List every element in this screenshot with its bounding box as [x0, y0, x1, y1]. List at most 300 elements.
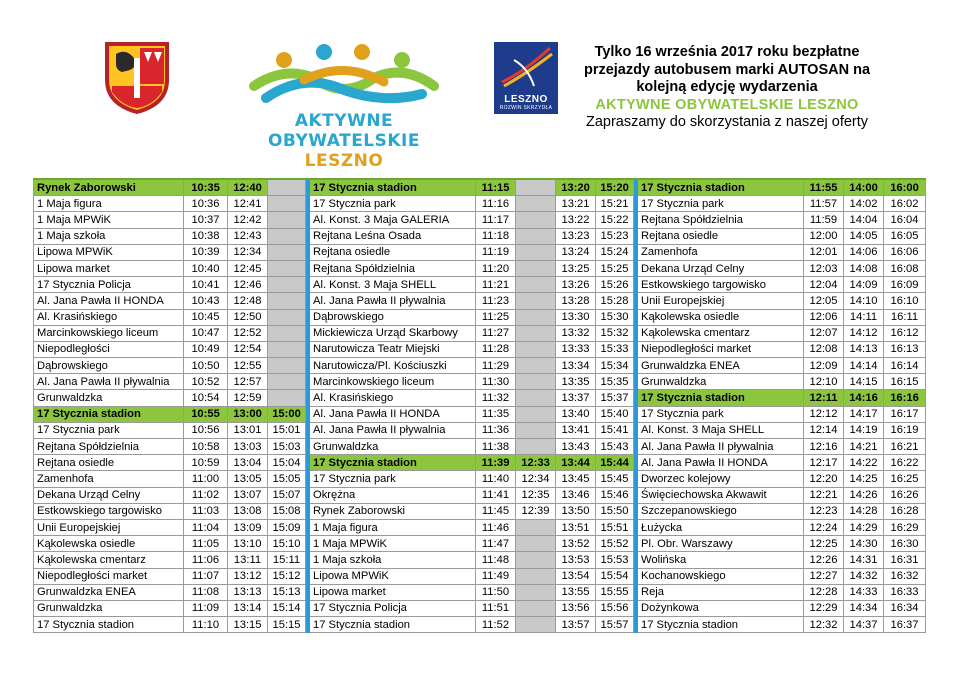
departure-time: 15:32 [596, 325, 634, 341]
departure-time: 12:09 [804, 358, 844, 374]
departure-time: 11:59 [804, 212, 844, 228]
departure-time: 14:22 [844, 455, 884, 471]
stop-name: Dworzec kolejowy [638, 471, 804, 487]
departure-time: 11:50 [476, 584, 516, 600]
stop-name: Unii Europejskiej [638, 293, 804, 309]
departure-time: 12:46 [228, 277, 268, 293]
departure-time: 11:36 [476, 422, 516, 438]
stop-name: Rejtana Spółdzielnia [310, 260, 476, 276]
departure-time: 13:09 [228, 519, 268, 535]
departure-time: 12:34 [228, 244, 268, 260]
departure-time: 14:17 [844, 406, 884, 422]
departure-time [516, 196, 556, 212]
departure-time: 14:14 [844, 358, 884, 374]
departure-time: 15:03 [268, 439, 306, 455]
stop-name: Zamenhofa [34, 471, 184, 487]
departure-time: 13:50 [556, 503, 596, 519]
departure-time: 12:06 [804, 309, 844, 325]
departure-time: 15:26 [596, 277, 634, 293]
departure-time: 11:55 [804, 179, 844, 196]
departure-time [516, 390, 556, 406]
departure-time: 15:11 [268, 552, 306, 568]
stop-name: Al. Konst. 3 Maja SHELL [310, 277, 476, 293]
departure-time: 11:29 [476, 358, 516, 374]
timetable-row [34, 600, 926, 616]
departure-time: 13:44 [556, 455, 596, 471]
stop-name: 1 Maja szkoła [310, 552, 476, 568]
timetable-row [34, 422, 926, 438]
departure-time: 16:00 [884, 179, 926, 196]
departure-time: 11:52 [476, 617, 516, 633]
departure-time: 13:04 [228, 455, 268, 471]
departure-time: 11:48 [476, 552, 516, 568]
stop-name: Al. Jana Pawła II pływalnia [310, 293, 476, 309]
departure-time: 11:47 [476, 536, 516, 552]
stop-name: 17 Stycznia Policja [34, 277, 184, 293]
stop-name: Al. Jana Pawła II HONDA [34, 293, 184, 309]
departure-time: 12:11 [804, 390, 844, 406]
departure-time: 16:11 [884, 309, 926, 325]
stop-name: Dożynkowa [638, 600, 804, 616]
stop-name: 1 Maja figura [310, 519, 476, 535]
departure-time: 11:07 [184, 568, 228, 584]
departure-time [268, 244, 306, 260]
departure-time [516, 358, 556, 374]
stop-name: 17 Stycznia stadion [34, 617, 184, 633]
departure-time: 12:59 [228, 390, 268, 406]
departure-time: 10:59 [184, 455, 228, 471]
departure-time: 15:00 [268, 406, 306, 422]
departure-time: 13:54 [556, 568, 596, 584]
logo-text-line3: LESZNO [304, 151, 384, 171]
departure-time: 16:25 [884, 471, 926, 487]
departure-time: 11:23 [476, 293, 516, 309]
departure-time: 12:45 [228, 260, 268, 276]
stop-name: Dąbrowskiego [310, 309, 476, 325]
departure-time [516, 600, 556, 616]
departure-time: 13:40 [556, 406, 596, 422]
stop-name: Niepodległości market [638, 341, 804, 357]
stop-name: Rejtana Spółdzielnia [638, 212, 804, 228]
departure-time: 12:41 [228, 196, 268, 212]
timetable-row [34, 439, 926, 455]
stop-name: 17 Stycznia park [310, 196, 476, 212]
departure-time: 14:37 [844, 617, 884, 633]
departure-time: 11:06 [184, 552, 228, 568]
departure-time [516, 406, 556, 422]
stop-name: Rejtana osiedle [34, 455, 184, 471]
stop-name: 1 Maja MPWiK [310, 536, 476, 552]
departure-time: 16:06 [884, 244, 926, 260]
departure-time: 11:03 [184, 503, 228, 519]
departure-time: 16:10 [884, 293, 926, 309]
stop-name: Estkowskiego targowisko [638, 277, 804, 293]
departure-time: 13:00 [228, 406, 268, 422]
departure-time: 13:33 [556, 341, 596, 357]
departure-time: 13:10 [228, 536, 268, 552]
departure-time: 14:31 [844, 552, 884, 568]
departure-time: 16:17 [884, 406, 926, 422]
departure-time: 13:25 [556, 260, 596, 276]
bus-timetable [33, 178, 926, 633]
departure-time: 10:43 [184, 293, 228, 309]
departure-time: 15:25 [596, 260, 634, 276]
departure-time: 15:57 [596, 617, 634, 633]
departure-time: 15:08 [268, 503, 306, 519]
departure-time: 12:35 [516, 487, 556, 503]
timetable-row [34, 455, 926, 471]
departure-time: 12:52 [228, 325, 268, 341]
departure-time: 13:28 [556, 293, 596, 309]
departure-time [516, 439, 556, 455]
departure-time: 12:32 [804, 617, 844, 633]
departure-time: 11:51 [476, 600, 516, 616]
departure-time: 14:04 [844, 212, 884, 228]
departure-time [268, 196, 306, 212]
stop-name: 17 Stycznia stadion [638, 617, 804, 633]
departure-time: 13:12 [228, 568, 268, 584]
departure-time: 13:56 [556, 600, 596, 616]
stop-name: Dekana Urząd Celny [638, 260, 804, 276]
stop-name: Al. Krasińskiego [34, 309, 184, 325]
timetable-row [34, 179, 926, 196]
departure-time [516, 293, 556, 309]
departure-time: 16:13 [884, 341, 926, 357]
stop-name: Łużycka [638, 519, 804, 535]
departure-time: 12:23 [804, 503, 844, 519]
departure-time [516, 212, 556, 228]
stop-name: 1 Maja figura [34, 196, 184, 212]
departure-time [516, 341, 556, 357]
stop-name: Grunwaldzka ENEA [34, 584, 184, 600]
departure-time: 14:33 [844, 584, 884, 600]
stop-name: Rejtana osiedle [638, 228, 804, 244]
departure-time: 14:10 [844, 293, 884, 309]
timetable-row [34, 471, 926, 487]
departure-time: 10:37 [184, 212, 228, 228]
stop-name: Kąkolewska osiedle [638, 309, 804, 325]
departure-time: 11:39 [476, 455, 516, 471]
departure-time: 14:28 [844, 503, 884, 519]
departure-time: 11:17 [476, 212, 516, 228]
departure-time: 12:16 [804, 439, 844, 455]
departure-time: 13:03 [228, 439, 268, 455]
announcement-line-1: Tylko 16 września 2017 roku bezpłatne [594, 44, 860, 60]
stop-name: 17 Stycznia park [310, 471, 476, 487]
departure-time: 12:33 [516, 455, 556, 471]
departure-time: 11:45 [476, 503, 516, 519]
timetable-row [34, 293, 926, 309]
departure-time: 16:29 [884, 519, 926, 535]
departure-time [516, 228, 556, 244]
logo-text-line2: OBYWATELSKIE [267, 131, 420, 151]
departure-time [268, 179, 306, 196]
departure-time: 13:22 [556, 212, 596, 228]
departure-time [516, 552, 556, 568]
stop-name: Al. Konst. 3 Maja SHELL [638, 422, 804, 438]
stop-name: Grunwaldzka [638, 374, 804, 390]
leszno-tagline: ROZWIN SKRZYDŁA [499, 105, 553, 111]
departure-time: 16:12 [884, 325, 926, 341]
departure-time: 10:47 [184, 325, 228, 341]
timetable-row [34, 584, 926, 600]
departure-time: 14:15 [844, 374, 884, 390]
stop-name: Rejtana Leśna Osada [310, 228, 476, 244]
departure-time: 15:44 [596, 455, 634, 471]
departure-time: 11:04 [184, 519, 228, 535]
departure-time: 15:28 [596, 293, 634, 309]
invitation-line: Zapraszamy do skorzystania z naszej oferty [585, 114, 869, 130]
logo-text-line1: AKTYWNE [294, 111, 394, 131]
departure-time: 15:34 [596, 358, 634, 374]
departure-time: 16:02 [884, 196, 926, 212]
departure-time: 15:30 [596, 309, 634, 325]
stop-name: Al. Konst. 3 Maja GALERIA [310, 212, 476, 228]
stop-name: Narutowicza/Pl. Kościuszki [310, 358, 476, 374]
departure-time: 15:35 [596, 374, 634, 390]
departure-time: 10:52 [184, 374, 228, 390]
departure-time: 11:16 [476, 196, 516, 212]
stop-name: Niepodległości [34, 341, 184, 357]
departure-time: 15:40 [596, 406, 634, 422]
departure-time: 16:32 [884, 568, 926, 584]
departure-time: 15:21 [596, 196, 634, 212]
timetable-row [34, 228, 926, 244]
departure-time: 15:46 [596, 487, 634, 503]
departure-time: 16:21 [884, 439, 926, 455]
wings-icon [494, 42, 558, 92]
timetable-row [34, 568, 926, 584]
departure-time: 15:43 [596, 439, 634, 455]
departure-time: 13:57 [556, 617, 596, 633]
stop-name: 17 Stycznia Policja [310, 600, 476, 616]
departure-time: 15:37 [596, 390, 634, 406]
stop-name: Mickiewicza Urząd Skarbowy [310, 325, 476, 341]
departure-time: 12:34 [516, 471, 556, 487]
stop-name: 17 Stycznia park [638, 406, 804, 422]
departure-time: 15:51 [596, 519, 634, 535]
departure-time [516, 260, 556, 276]
timetable-row [34, 196, 926, 212]
timetable-row [34, 617, 926, 633]
departure-time: 14:29 [844, 519, 884, 535]
departure-time: 15:33 [596, 341, 634, 357]
stop-name: Dąbrowskiego [34, 358, 184, 374]
departure-time: 13:53 [556, 552, 596, 568]
departure-time: 12:04 [804, 277, 844, 293]
departure-time: 12:08 [804, 341, 844, 357]
departure-time: 15:53 [596, 552, 634, 568]
departure-time: 14:21 [844, 439, 884, 455]
timetable-row [34, 519, 926, 535]
departure-time [516, 536, 556, 552]
departure-time: 12:55 [228, 358, 268, 374]
departure-time [516, 584, 556, 600]
departure-time [516, 277, 556, 293]
stop-name: Zamenhofa [638, 244, 804, 260]
departure-time: 11:41 [476, 487, 516, 503]
departure-time: 13:05 [228, 471, 268, 487]
stop-name: 17 Stycznia park [638, 196, 804, 212]
stop-name: Grunwaldzka [34, 600, 184, 616]
departure-time: 12:12 [804, 406, 844, 422]
departure-time: 10:38 [184, 228, 228, 244]
departure-time: 11:30 [476, 374, 516, 390]
departure-time: 15:55 [596, 584, 634, 600]
timetable-row [34, 487, 926, 503]
departure-time: 15:13 [268, 584, 306, 600]
departure-time: 16:08 [884, 260, 926, 276]
people-figures-icon [244, 42, 444, 112]
departure-time: 12:48 [228, 293, 268, 309]
stop-name: Wolińska [638, 552, 804, 568]
departure-time: 12:05 [804, 293, 844, 309]
departure-time: 14:34 [844, 600, 884, 616]
departure-time: 10:35 [184, 179, 228, 196]
timetable-row [34, 325, 926, 341]
departure-time: 13:51 [556, 519, 596, 535]
departure-time [268, 293, 306, 309]
departure-time: 15:45 [596, 471, 634, 487]
timetable-row [34, 503, 926, 519]
stop-name: 17 Stycznia stadion [638, 179, 804, 196]
departure-time: 10:41 [184, 277, 228, 293]
departure-time: 13:30 [556, 309, 596, 325]
departure-time: 16:16 [884, 390, 926, 406]
departure-time: 13:45 [556, 471, 596, 487]
departure-time: 14:30 [844, 536, 884, 552]
departure-time: 12:03 [804, 260, 844, 276]
stop-name: Estkowskiego targowisko [34, 503, 184, 519]
departure-time: 10:54 [184, 390, 228, 406]
departure-time: 15:24 [596, 244, 634, 260]
departure-time: 15:20 [596, 179, 634, 196]
stop-name: Al. Krasińskiego [310, 390, 476, 406]
departure-time: 12:26 [804, 552, 844, 568]
timetable-row [34, 358, 926, 374]
departure-time [268, 277, 306, 293]
departure-time: 10:45 [184, 309, 228, 325]
departure-time: 14:09 [844, 277, 884, 293]
leszno-wordmark: LESZNO [504, 94, 548, 105]
stop-name: Kochanowskiego [638, 568, 804, 584]
stop-name: Al. Jana Pawła II HONDA [310, 406, 476, 422]
departure-time: 14:13 [844, 341, 884, 357]
departure-time: 13:41 [556, 422, 596, 438]
departure-time: 16:26 [884, 487, 926, 503]
departure-time: 13:46 [556, 487, 596, 503]
departure-time [516, 325, 556, 341]
timetable-row [34, 260, 926, 276]
stop-name: 1 Maja MPWiK [34, 212, 184, 228]
departure-time: 16:34 [884, 600, 926, 616]
stop-name: 17 Stycznia stadion [310, 617, 476, 633]
departure-time: 14:08 [844, 260, 884, 276]
departure-time: 11:28 [476, 341, 516, 357]
departure-time: 11:40 [476, 471, 516, 487]
departure-time: 10:58 [184, 439, 228, 455]
departure-time: 10:49 [184, 341, 228, 357]
departure-time: 15:41 [596, 422, 634, 438]
departure-time: 13:32 [556, 325, 596, 341]
departure-time: 16:04 [884, 212, 926, 228]
departure-time: 11:19 [476, 244, 516, 260]
stop-name: Al. Jana Pawła II pływalnia [638, 439, 804, 455]
announcement-line-2: przejazdy autobusem marki AUTOSAN na [583, 61, 871, 78]
departure-time: 12:01 [804, 244, 844, 260]
departure-time: 11:09 [184, 600, 228, 616]
departure-time: 12:42 [228, 212, 268, 228]
departure-time: 11:21 [476, 277, 516, 293]
departure-time: 13:52 [556, 536, 596, 552]
departure-time: 11:15 [476, 179, 516, 196]
stop-name: 17 Stycznia stadion [638, 390, 804, 406]
stop-name: Reja [638, 584, 804, 600]
departure-time: 12:20 [804, 471, 844, 487]
timetable-row [34, 552, 926, 568]
departure-time: 14:12 [844, 325, 884, 341]
stop-name: Grunwaldzka [34, 390, 184, 406]
departure-time: 13:55 [556, 584, 596, 600]
departure-time: 15:01 [268, 422, 306, 438]
timetable-row [34, 341, 926, 357]
departure-time: 14:25 [844, 471, 884, 487]
departure-time: 13:08 [228, 503, 268, 519]
timetable-row [34, 374, 926, 390]
departure-time: 11:18 [476, 228, 516, 244]
stop-name: Kąkolewska osiedle [34, 536, 184, 552]
departure-time: 16:31 [884, 552, 926, 568]
departure-time: 12:17 [804, 455, 844, 471]
departure-time [268, 309, 306, 325]
departure-time: 13:07 [228, 487, 268, 503]
announcement-line-3: kolejną edycję wydarzenia [636, 79, 818, 95]
stop-name: Okrężna [310, 487, 476, 503]
departure-time: 12:39 [516, 503, 556, 519]
departure-time: 16:15 [884, 374, 926, 390]
departure-time: 12:07 [804, 325, 844, 341]
departure-time: 11:00 [184, 471, 228, 487]
departure-time: 13:43 [556, 439, 596, 455]
departure-time: 15:14 [268, 600, 306, 616]
stop-name: Rynek Zaborowski [310, 503, 476, 519]
timetable-row [34, 390, 926, 406]
departure-time: 12:40 [228, 179, 268, 196]
departure-time [268, 390, 306, 406]
departure-time: 15:56 [596, 600, 634, 616]
departure-time: 10:36 [184, 196, 228, 212]
stop-name: Marcinkowskiego liceum [34, 325, 184, 341]
departure-time: 12:10 [804, 374, 844, 390]
stop-name: Al. Jana Pawła II pływalnia [34, 374, 184, 390]
departure-time: 15:09 [268, 519, 306, 535]
stop-name: Unii Europejskiej [34, 519, 184, 535]
departure-time: 16:22 [884, 455, 926, 471]
stop-name: Rynek Zaborowski [34, 179, 184, 196]
departure-time: 14:06 [844, 244, 884, 260]
departure-time [268, 358, 306, 374]
departure-time: 11:46 [476, 519, 516, 535]
stop-name: Dekana Urząd Celny [34, 487, 184, 503]
departure-time: 15:22 [596, 212, 634, 228]
departure-time: 13:13 [228, 584, 268, 600]
departure-time: 15:54 [596, 568, 634, 584]
departure-time: 12:28 [804, 584, 844, 600]
departure-time: 13:11 [228, 552, 268, 568]
departure-time: 14:32 [844, 568, 884, 584]
stop-name: Lipowa MPWiK [34, 244, 184, 260]
departure-time: 15:23 [596, 228, 634, 244]
